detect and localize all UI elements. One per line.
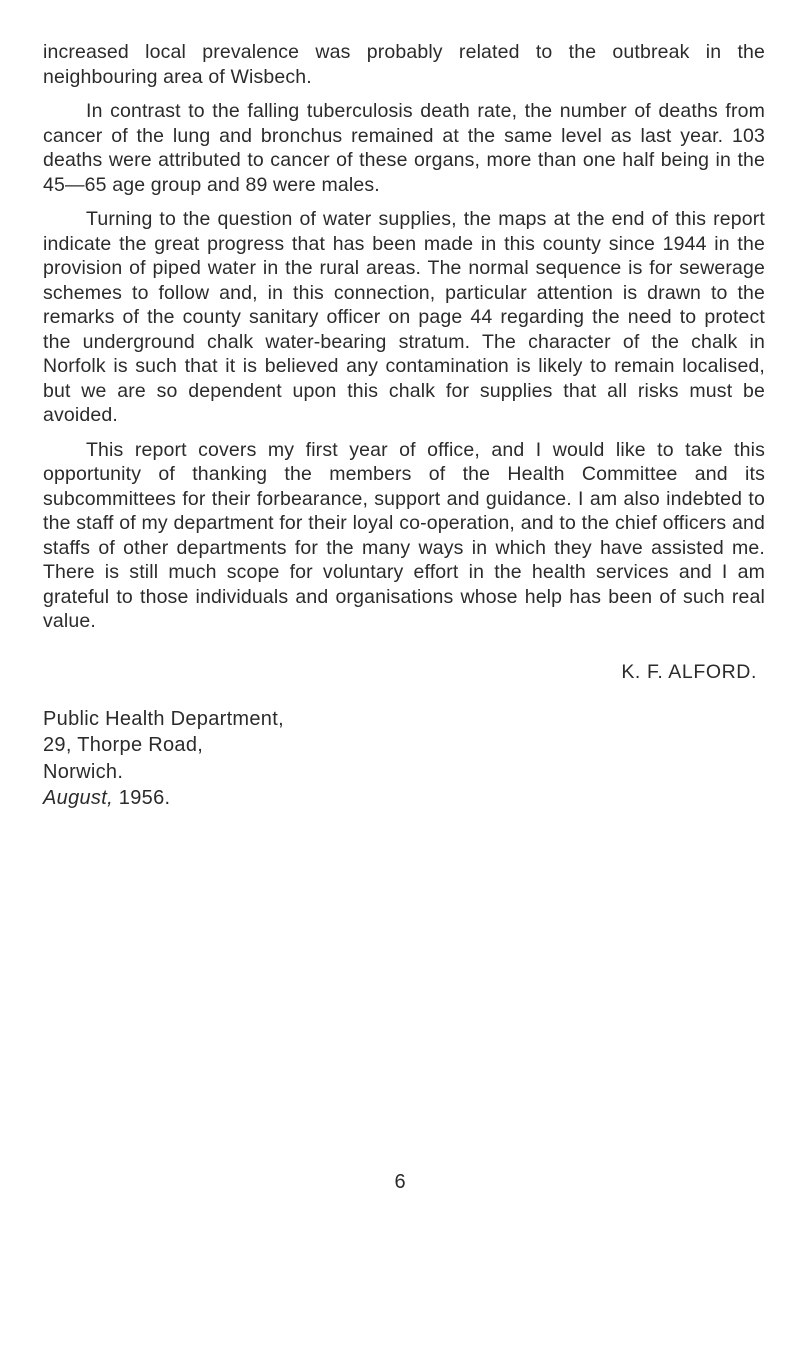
paragraph-4: This report covers my first year of office, and I would like to take this opportunity of thanking the members of the Health Committee and its subcommittees for their forbearance, support and guidance. I am also indebted to the staff of my department for their loyal co-operation, and to the chief officers and staffs of other departments for the many ways in which they have assisted me. There is still much scope for voluntary effort in the health services and I am grateful to those individuals and organisations whose help has been of such real value. (43, 438, 765, 632)
paragraph-3: Turning to the question of water supplies, the maps at the end of this report indicate the great progress that has been made in this county since 1944 in the provision of piped water in the rural areas. The normal sequence is for sewerage schemes to follow and, in this connection, particular attention is drawn to the remarks of the county sanitary officer on page 44 regarding the need to protect the underground chalk water-bearing stratum. The character of the chalk in Norfolk is such that it is believed any contamination is likely to remain localised, but we are so dependent upon this chalk for supplies that all risks must be avoided. (43, 208, 765, 426)
address-line-city: Norwich. (43, 760, 124, 783)
address-date (43, 785, 765, 812)
address-line-street: 29, Thorpe Road, (43, 734, 204, 756)
date-year: 1956. (118, 787, 171, 809)
paragraph-2: In contrast to the falling tuberculosis death rate, the number of deaths from cancer of the lung and bronchus remained at the same level as last year. 103 deaths were attributed to cancer of these organs, more than one half being in the 45—65 age group and 89 were males. (43, 100, 765, 196)
page-number: 6 (394, 1171, 406, 1193)
paragraph-1: increased local prevalence was probably related to the outbreak in the neighbouring area of Wisbech. (43, 41, 765, 88)
date-month: August, (43, 787, 113, 809)
address-block (43, 706, 765, 812)
address-line-department: Public Health Department, (43, 707, 284, 730)
document-page (43, 40, 765, 812)
signature: K. F. ALFORD. (621, 660, 757, 683)
